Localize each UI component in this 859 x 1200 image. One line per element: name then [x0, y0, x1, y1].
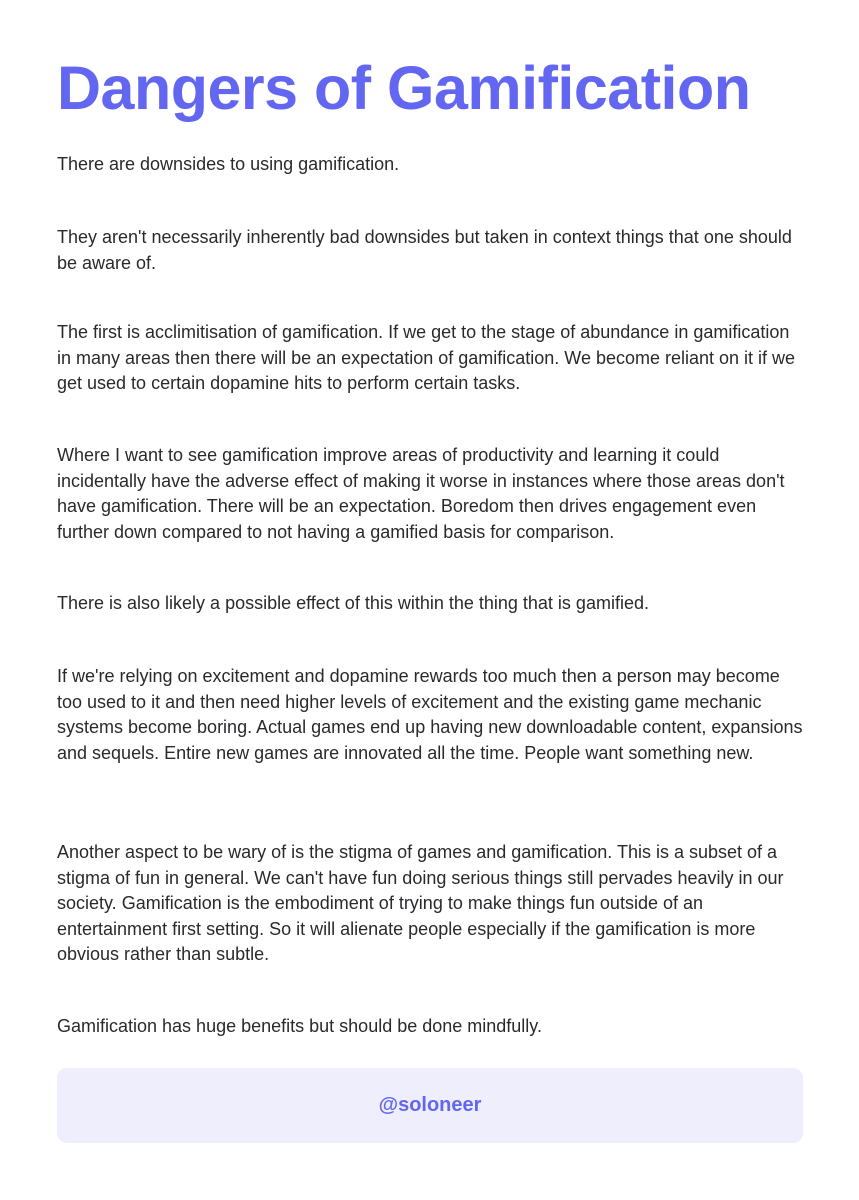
paragraph: They aren't necessarily inherently bad downsides but taken in context things that one should be aware of. — [57, 227, 792, 273]
paragraph: Gamification has huge benefits but should be done mindfully. — [57, 1016, 542, 1036]
author-footer — [57, 1068, 803, 1143]
paragraph: There is also likely a possible effect of this within the thing that is gamified. — [57, 593, 649, 613]
paragraph: The first is acclimitisation of gamification. If we get to the stage of abundance in gamification in many areas then there will be an expectation of gamification. We become reliant on it if we get used to certain dopamine hits to perform certain tasks. — [57, 322, 796, 394]
paragraph: Where I want to see gamification improve areas of productivity and learning it could incidentally have the adverse effect of making it worse in instances where those areas don't have gamification. There will be an expectation. Boredom then drives engagement even further down compared to not having a gamified basis for comparison. — [57, 445, 785, 542]
page-title: Dangers of Gamification — [57, 54, 751, 122]
paragraph: Another aspect to be wary of is the stigma of games and gamification. This is a subset of a stigma of fun in general. We can't have fun doing serious things still pervades heavily in our society. Gamification is the embodiment of trying to make things fun outside of an entertainment first setting. So it will alienate people especially if the gamification is more obvious rather than subtle. — [57, 842, 784, 965]
author-handle[interactable]: @soloneer — [378, 1094, 482, 1116]
paragraph: There are downsides to using gamification. — [57, 154, 400, 174]
paragraph: If we're relying on excitement and dopamine rewards too much then a person may become too used to it and then need higher levels of excitement and the existing game mechanic systems become boring. Actual games end up having new downloadable content, expansions and sequels. Entire new games are innovated all the time. People want something new. — [57, 666, 803, 763]
